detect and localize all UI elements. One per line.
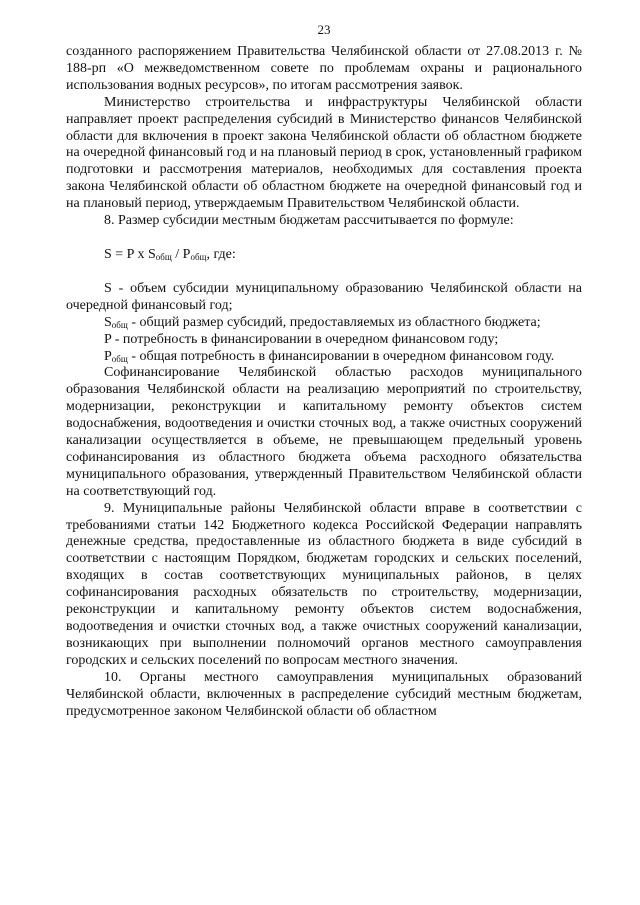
- paragraph-intro-continuation: созданного распоряжением Правительства Челябинской области от 27.08.2013 г. № 188-рп «О межведомственном совете по проблемам охраны и рационального использования водных ресурсов», по итогам рассмотрения заявок.: [66, 44, 582, 93]
- formula-mid: / P: [171, 246, 191, 262]
- definition-s: [66, 281, 582, 315]
- paragraph-item-8: 8. Размер субсидии местным бюджетам рассчитывается по формуле:: [104, 213, 514, 229]
- definition-text: S - объем субсидии муниципальному образованию Челябинской области на очередной финансовый год;: [66, 280, 582, 313]
- paragraph-item-10: 10. Органы местного самоуправления муниципальных образований Челябинской области, включенных в распределение субсидий местным бюджетам, предусмотренное законом Челябинской области об областном: [66, 669, 582, 719]
- definition-p: [66, 332, 582, 349]
- document-page: [66, 0, 582, 905]
- definition-s-total: [66, 315, 582, 332]
- formula: [66, 247, 582, 264]
- paragraph-cofinancing: Софинансирование Челябинской областью расходов муниципального образования Челябинской области на реализацию мероприятий по строительству, модернизации, реконструкции и капитальному ремонту объектов систем водоснабжения, водоотведения и очистки сточных вод, а также очистных сооружений канализации осуществляется в объеме, не превышающем предельный уровень софинансирования из областного бюджета объема расходного обязательства муниципального образования, утвержденный Правительством Челябинской области на соответствующий год.: [66, 365, 582, 499]
- definition-subscript: общ: [111, 353, 128, 364]
- paragraph-ministry-distribution: Министерство строительства и инфраструктуры Челябинской области направляет проект распределения субсидий в Министерство финансов Челябинской области для включения в проект закона Челябинской области об областном бюджете на очередной финансовый год и на плановый период в срок, установленный графиком подготовки и рассмотрения материалов, необходимых для составления проекта закона Челябинской области об областном бюджете на очередной финансовый год и на плановый период, утверждаемым Правительством Челябинской области.: [66, 94, 582, 212]
- definition-text: - общая потребность в финансировании в очередном финансовом году.: [127, 348, 555, 364]
- formula-lhs: S = P x S: [104, 246, 156, 262]
- document-body: [66, 44, 582, 720]
- formula-subscript-1: общ: [155, 251, 172, 262]
- formula-tail: , где:: [206, 246, 236, 262]
- paragraph-item-9: 9. Муниципальные районы Челябинской области вправе в соответствии с требованиями статьи 142 Бюджетного кодекса Российской Федерации направлять денежные средства, предоставленные из областного бюджета в виде субсидий в соответствии с настоящим Порядком, бюджетам городских и сельских поселений, входящих в состав соответствующих муниципальных районов, в целях софинансирования расходных обязательств по строительству, модернизации, реконструкции и капитальному ремонту объектов систем водоснабжения, водоотведения и очистки сточных вод, а также очистных сооружений канализации, возникающих при выполнении полномочий органов местного самоуправления городских и сельских поселений по вопросам местного значения.: [66, 500, 582, 668]
- definition-text: - общий размер субсидий, предоставляемых из областного бюджета;: [127, 314, 541, 330]
- page-number: 23: [317, 22, 331, 37]
- definition-symbol: P: [104, 348, 112, 364]
- definition-symbol: S: [104, 314, 112, 330]
- formula-subscript-2: общ: [190, 251, 207, 262]
- definition-text: P - потребность в финансировании в очередном финансовом году;: [104, 331, 499, 347]
- definition-subscript: общ: [111, 319, 128, 330]
- definition-p-total: [66, 349, 582, 366]
